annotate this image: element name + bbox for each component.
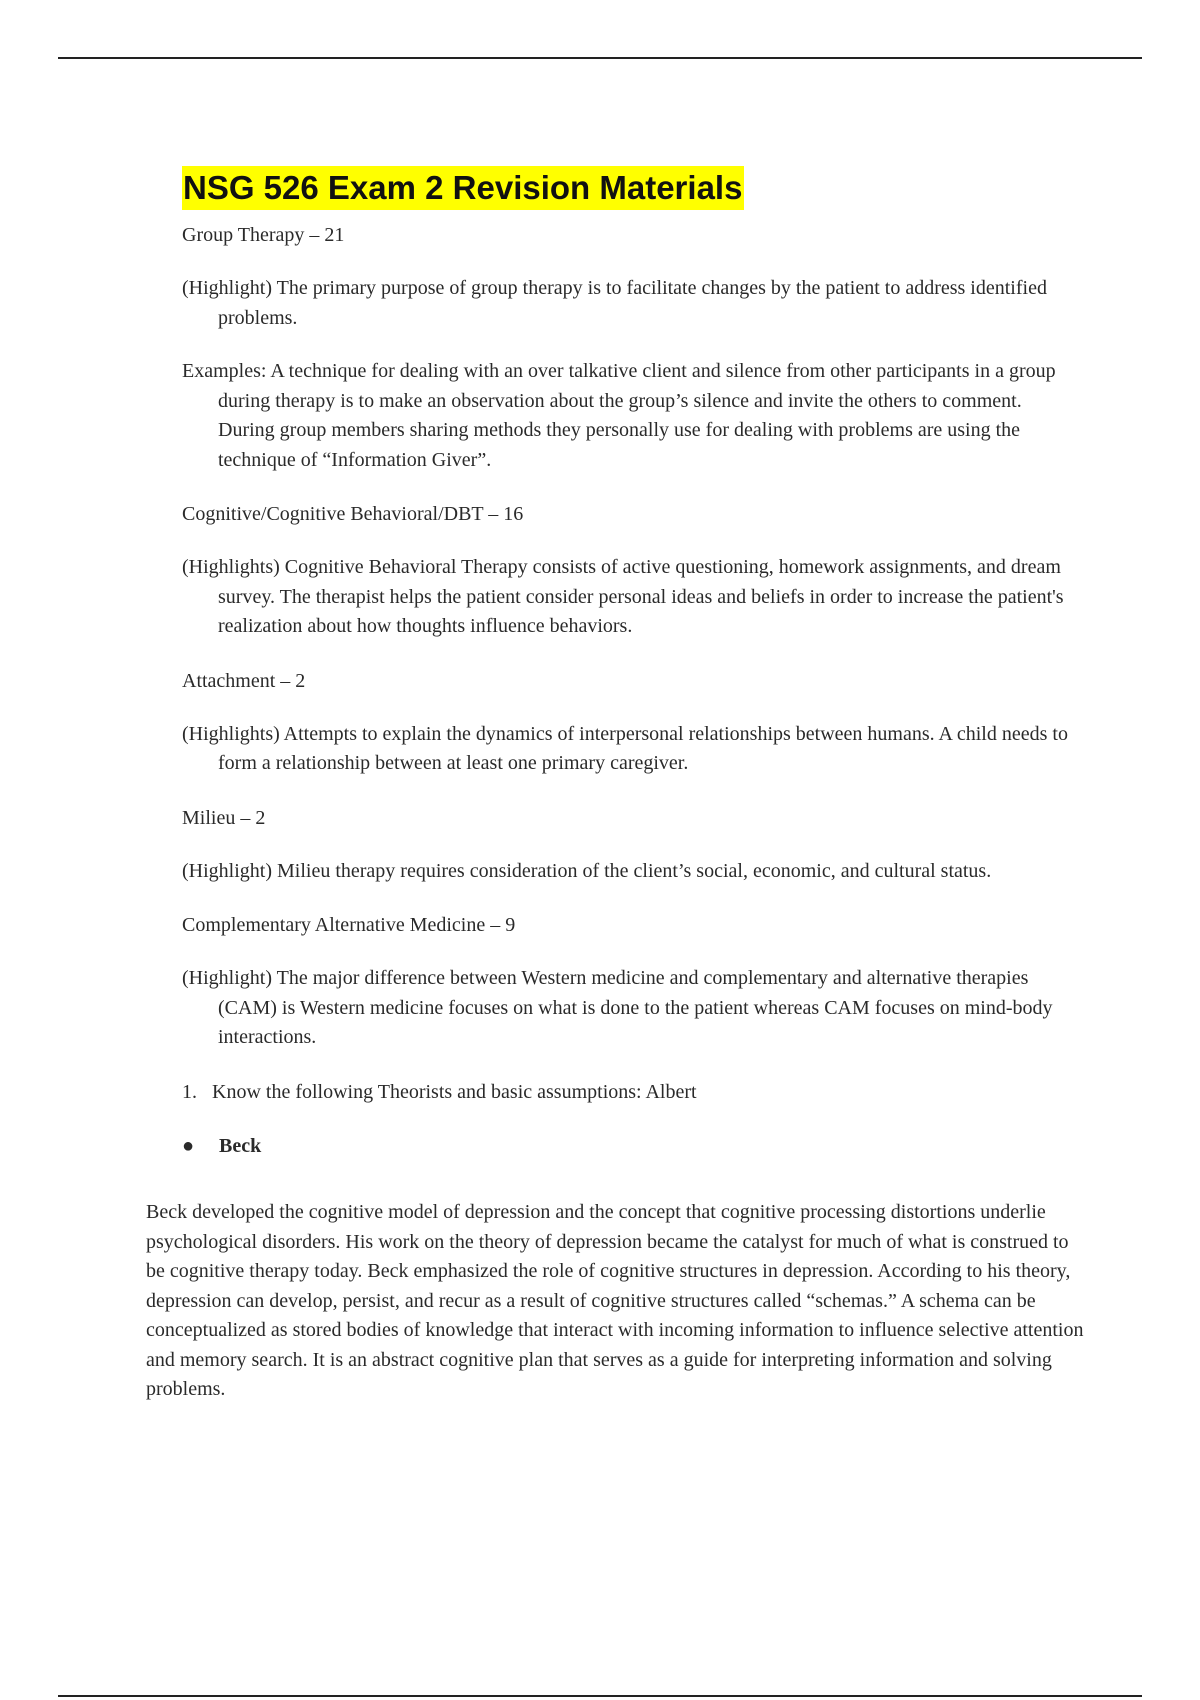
- numbered-list-item: [182, 1077, 1082, 1107]
- list-item-text: Know the following Theorists and basic assumptions: Albert: [212, 1080, 697, 1103]
- document-content: [182, 166, 1082, 1173]
- bullet-list-item: [182, 1131, 1082, 1161]
- paragraph-group-therapy-highlight: (Highlight) The primary purpose of group therapy is to facilitate changes by the patient to address identified problems.: [182, 277, 1047, 329]
- section-heading-group-therapy: Group Therapy – 21: [182, 224, 345, 246]
- paragraph-cognitive-highlight: (Highlights) Cognitive Behavioral Therapy consists of active questioning, homework assignments, and dream survey. The therapist helps the patient consider personal ideas and beliefs in order to increase the patient's realization about how thoughts influence behaviors.: [182, 556, 1064, 637]
- paragraph-milieu-highlight: (Highlight) Milieu therapy requires consideration of the client’s social, economic, and cultural status.: [182, 859, 992, 882]
- section-heading-cognitive: Cognitive/Cognitive Behavioral/DBT – 16: [182, 503, 524, 525]
- section-heading-milieu: Milieu – 2: [182, 806, 266, 829]
- beck-paragraph: Beck developed the cognitive model of depression and the concept that cognitive processing distortions underlie psychological disorders. His work on the theory of depression became the catalyst for much of what is construed to be cognitive therapy today. Beck emphasized the role of cognitive structures in depression. According to his theory, depression can develop, persist, and recur as a result of cognitive structures called “schemas.” A schema can be conceptualized as stored bodies of knowledge that interact with incoming information to influence selective attention and memory search. It is an abstract cognitive plan that serves as a guide for interpreting information and solving problems.: [146, 1201, 1084, 1400]
- bullet-item-text: Beck: [219, 1134, 262, 1157]
- paragraph-attachment-highlight: (Highlights) Attempts to explain the dynamics of interpersonal relationships between humans. A child needs to form a relationship between at least one primary caregiver.: [182, 722, 1068, 774]
- bottom-rule: [58, 1695, 1142, 1697]
- paragraph-cam-highlight: (Highlight) The major difference between Western medicine and complementary and alternative therapies (CAM) is Western medicine focuses on what is done to the patient whereas CAM focuses on mind-body interactions.: [182, 967, 1053, 1048]
- section-heading-cam: Complementary Alternative Medicine – 9: [182, 914, 516, 936]
- section-heading-attachment: Attachment – 2: [182, 669, 306, 692]
- bullet-icon: ●: [182, 1134, 195, 1157]
- list-number: 1.: [182, 1080, 197, 1103]
- top-rule: [58, 57, 1142, 59]
- paragraph-group-therapy-examples: Examples: A technique for dealing with an over talkative client and silence from other participants in a group during therapy is to make an observation about the group’s silence and invite the others to comment. During group members sharing methods they personally use for dealing with problems are using the technique of “Information Giver”.: [182, 360, 1056, 471]
- document-title: NSG 526 Exam 2 Revision Materials: [182, 166, 744, 210]
